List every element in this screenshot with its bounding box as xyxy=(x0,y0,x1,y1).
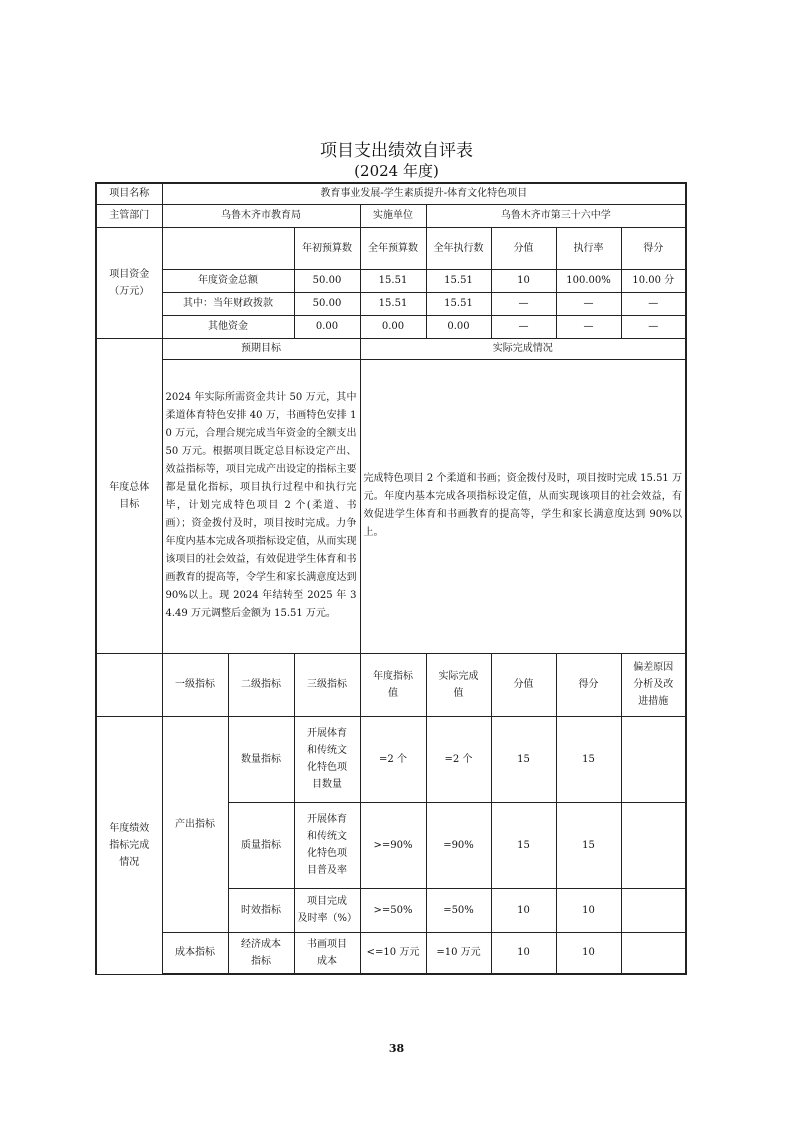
cost-indicator-label: 成本指标 xyxy=(162,932,228,974)
project-name-value: 教育事业发展-学生素质提升-体育文化特色项目 xyxy=(162,183,686,204)
funds-cell: 10.00 分 xyxy=(621,269,686,292)
indicator-header-actual: 实际完成 值 xyxy=(426,653,491,716)
indicator-header-score: 得分 xyxy=(556,653,621,716)
funds-cell: 0.00 xyxy=(294,315,360,338)
indicator-reason xyxy=(621,716,686,802)
funds-cell: — xyxy=(621,292,686,315)
funds-cell: — xyxy=(556,292,621,315)
indicator-level2: 数量指标 xyxy=(228,716,294,802)
indicator-score: 15 xyxy=(556,716,621,802)
expected-goal-header: 预期目标 xyxy=(162,338,360,359)
indicator-reason xyxy=(621,932,686,974)
indicator-level2: 时效指标 xyxy=(228,888,294,932)
goals-label: 年度总体 目标 xyxy=(96,338,162,653)
project-name-row xyxy=(96,183,686,204)
department-value: 乌鲁木齐市教育局 xyxy=(162,204,360,227)
expected-goal-text: 2024 年实际所需资金共计 50 万元，其中柔道体育特色安排 40 万，书画特色安排 10 万元，合理合规完成当年资金的全额支出 50 万元。根据项目既定总目标设定产出、效益指标等，项目完成产出设定的指标主要都是量化指标，项目执行过程中和执行完毕，计划完成特色项目 2 个(柔道、书画）；资金拨付及时，项目按时完成。力争年度内基本完成各项指标设定值，从而实现该项目的社会效益，有效促进学生体育和书画教育的提高等，令学生和家长满意度达到 90%以上。现 2024 年结转至 2025 年 34.49 万元调整后金额为 15.51 万元。 xyxy=(162,359,360,653)
page-title: 项目支出绩效自评表 xyxy=(320,141,473,161)
funds-cell: — xyxy=(491,292,556,315)
funds-other-row xyxy=(96,315,686,338)
indicator-level2: 质量指标 xyxy=(228,802,294,888)
funds-header-annual-budget: 全年预算数 xyxy=(360,227,426,269)
funds-cell: 15.51 xyxy=(426,292,491,315)
indicator-reason xyxy=(621,888,686,932)
funds-cell: 10 xyxy=(491,269,556,292)
indicator-actual: =10 万元 xyxy=(426,932,491,974)
indicator-level3: 书画项目 成本 xyxy=(294,932,360,974)
indicator-target: =2 个 xyxy=(360,716,426,802)
funds-cell: 100.00% xyxy=(556,269,621,292)
indicator-row-cost xyxy=(96,932,686,974)
indicator-score-value: 10 xyxy=(491,888,556,932)
indicator-header-reason: 偏差原因 分析及改 进措施 xyxy=(621,653,686,716)
indicator-level3: 开展体育 和传统文 化特色项 目数量 xyxy=(294,716,360,802)
indicator-header-level2: 二级指标 xyxy=(228,653,294,716)
indicator-score-value: 15 xyxy=(491,716,556,802)
funds-header-score-value: 分值 xyxy=(491,227,556,269)
indicator-score: 10 xyxy=(556,932,621,974)
funds-cell: 50.00 xyxy=(294,269,360,292)
page-subtitle: (2024 年度) xyxy=(354,162,439,180)
indicators-label: 年度绩效 指标完成 情况 xyxy=(96,716,162,974)
funds-row-label: 其中：当年财政拨款 xyxy=(162,292,294,315)
funds-header-blank xyxy=(162,227,294,269)
funds-header-executed: 全年执行数 xyxy=(426,227,491,269)
funds-cell: 15.51 xyxy=(360,269,426,292)
indicator-header-level1: 一级指标 xyxy=(162,653,228,716)
indicator-header-score-value: 分值 xyxy=(491,653,556,716)
goals-content-row xyxy=(96,359,686,653)
indicator-row-quantity xyxy=(96,716,686,802)
funds-cell: 50.00 xyxy=(294,292,360,315)
funds-row-label: 其他资金 xyxy=(162,315,294,338)
funds-cell: 0.00 xyxy=(426,315,491,338)
indicator-actual: =50% xyxy=(426,888,491,932)
indicator-target: <=10 万元 xyxy=(360,932,426,974)
funds-cell: — xyxy=(621,315,686,338)
funds-cell: — xyxy=(491,315,556,338)
department-row xyxy=(96,204,686,227)
funds-cell: 0.00 xyxy=(360,315,426,338)
funds-cell: 15.51 xyxy=(426,269,491,292)
page-number: 38 xyxy=(388,1042,405,1055)
indicator-reason xyxy=(621,802,686,888)
funds-row-label: 年度资金总额 xyxy=(162,269,294,292)
indicator-header-level3: 三级指标 xyxy=(294,653,360,716)
indicator-score-value: 10 xyxy=(491,932,556,974)
indicator-score: 15 xyxy=(556,802,621,888)
funds-header-row xyxy=(96,227,686,269)
indicator-score-value: 15 xyxy=(491,802,556,888)
funds-cell: 15.51 xyxy=(360,292,426,315)
unit-value: 乌鲁木齐市第三十六中学 xyxy=(426,204,686,227)
indicator-target: >=50% xyxy=(360,888,426,932)
funds-total-row xyxy=(96,269,686,292)
goals-header-row xyxy=(96,338,686,359)
funds-header-initial-budget: 年初预算数 xyxy=(294,227,360,269)
department-label: 主管部门 xyxy=(96,204,162,227)
indicator-score: 10 xyxy=(556,888,621,932)
indicator-level3: 项目完成 及时率（%） xyxy=(294,888,360,932)
indicator-header-target: 年度指标 值 xyxy=(360,653,426,716)
actual-completion-text: 完成特色项目 2 个柔道和书画；资金拨付及时，项目按时完成 15.51 万元。年度内基本完成各项指标设定值，从而实现该项目的社会效益，有效促进学生体育和书画教育的提高等，学生和家长满意度达到 90%以上。 xyxy=(360,359,686,653)
indicator-actual: =90% xyxy=(426,802,491,888)
unit-label: 实施单位 xyxy=(360,204,426,227)
funds-fiscal-row xyxy=(96,292,686,315)
actual-completion-header: 实际完成情况 xyxy=(360,338,686,359)
indicator-level2: 经济成本 指标 xyxy=(228,932,294,974)
performance-table xyxy=(95,182,687,975)
indicator-target: >=90% xyxy=(360,802,426,888)
indicators-header-blank xyxy=(96,653,162,716)
indicators-header-row xyxy=(96,653,686,716)
indicator-actual: =2 个 xyxy=(426,716,491,802)
funds-header-execution-rate: 执行率 xyxy=(556,227,621,269)
funds-cell: — xyxy=(556,315,621,338)
output-indicator-label: 产出指标 xyxy=(162,716,228,932)
funds-label: 项目资金 （万元） xyxy=(96,227,162,338)
indicator-level3: 开展体育 和传统文 化特色项 目普及率 xyxy=(294,802,360,888)
project-name-label: 项目名称 xyxy=(96,183,162,204)
funds-header-score: 得分 xyxy=(621,227,686,269)
